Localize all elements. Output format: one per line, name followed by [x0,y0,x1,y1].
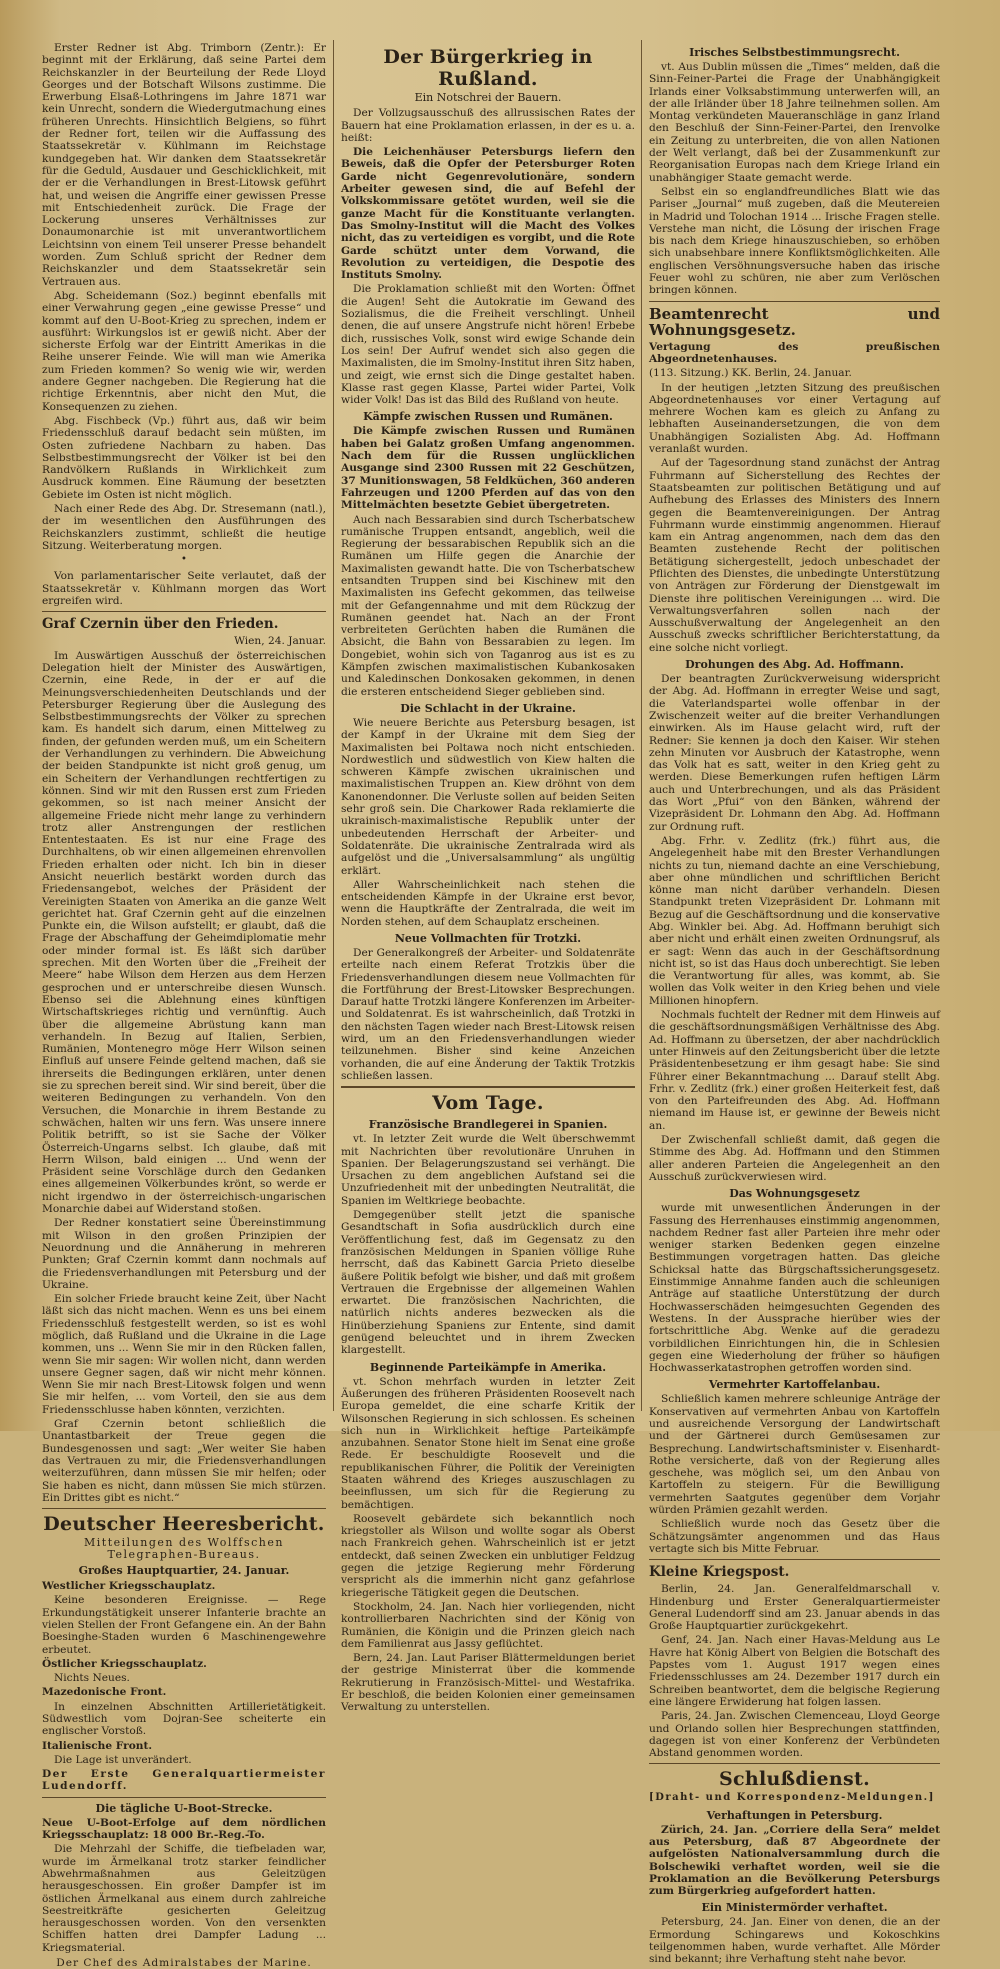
paragraph: Aller Wahrscheinlichkeit nach stehen die entscheidenden Kämpfe in der Ukraine erst bevor, wenn die Hauptkräfte der Zentralrada, die weit im Norden stehen, auf dem Schauplatz erscheinen. [341,878,635,928]
paragraph: Nichts Neues. [54,1672,130,1685]
section-heading: Französische Brandlegerei in Spanien. [368,1118,608,1132]
paragraph: Auch nach Bessarabien sind durch Tscherbatschew rumänische Truppen entsandt, angeblich, weil die Regierung der bessarabischen Republik sich an die Rumänen um Hilfe gegen die Anarchie der Maximalisten gewandt hatte. Die von Tscherbatschew entsandten Truppen sind bei Kischinew mit den Maximalisten ins Gefecht gekommen, das teilweise mit der Gefangennahme und mit dem Rückzug der Rumänen geendet hat. Nach an der Front verbreiteten Gerüchten haben die Rumänen die Absicht, die Bahn von Bessarabien zu legen. Im Dongebiet, wohin sich von Taganrog aus ist es zu Kämpfen zwischen maximalistischen Kubankosaken und Kaledinschen Donkosaken gekommen, in denen die ersteren entscheidend Sieger geblieben sind. [341,513,635,698]
separator: • [181,554,187,566]
paragraph: Der Redner konstatiert seine Übereinstimmung mit Wilson in den großen Prinzipien der Neuordnung und die Annäherung in mehreren Punkten; Graf Czernin kommt dann nochmals auf die Friedensverhandlungen mit Petersburg und der Ukraine. [42,1217,326,1291]
paragraph: Schließlich wurde noch das Gesetz über die Schätzungsämter angenommen und das Haus vertagte sich bis Mitte Februar. [649,1518,940,1555]
headline-schlussdienst: Schlußdienst. [719,1768,870,1791]
paragraph: Schließlich kamen mehrere schleunige Anträge der Konservativen auf vermehrten Anbau von Kartoffeln und ausreichende Versorgung der Landwirtschaft und der Gärtnerei durch Gemüsesamen zur Besprechung. Landwirtschaftsminister v. Eisenhardt-Rothe versicherte, daß von der Regierung alles geschehe, was möglich sei, um den Anbau von Kartoffeln zu steigern. Für die Bewilligung vermehrten Saatgutes gegenüber dem Vorjahr würden Prämien gezahlt werden. [649,1393,940,1517]
headline-buergerkrieg: Der Bürgerkrieg in Rußland. [383,46,593,90]
rule [649,301,940,302]
section-heading: Östlicher Kriegsschauplatz. [42,1657,207,1670]
column-left [42,42,326,1969]
subheadline: Ein Notschrei der Bauern. [414,91,562,104]
paragraph: Abg. Frhr. v. Zedlitz (frk.) führt aus, die Angelegenheit habe mit den Brester Verhandlungen nichts zu tun, niemand dachte an eine Verschiebung, aber ohne mündlichen und schriftlichen Bericht könne man nicht darüber verhandeln. Diesen Standpunkt treten Vizepräsident Dr. Lohmann mit Bezug auf die Geschäftsordnung und die konservative Abg. Winkler bei. Abg. Ad. Hoffmann beruhigt sich aber nicht und erhält einen zweiten Ordnungsruf, als er sagt: Wenn das auch in der Geschäftsordnung nicht ist, so ist das Haus doch unberechtigt. Sie leben die Verantwortung für alles, was kommt, ab. Sie wollen das Volk weiter in den Krieg behen und viele Millionen hinopfern. [649,834,940,1007]
dateline: Wien, 24. Januar. [234,635,326,648]
headline-heeresbericht: Deutscher Heeresbericht. [43,1513,325,1536]
section-heading: Drohungen des Abg. Ad. Hoffmann. [685,658,904,672]
paragraph: Im Auswärtigen Ausschuß der österreichischen Delegation hielt der Minister des Auswärtigen, Czernin, eine Rede, in der er auf die Meinungsverschiedenheiten Deutschlands und der Petersburger Regierung über die Auslegung des Selbstbestimmungsrechts der Völker zu sprechen kam. Es handelt sich darum, einen Mittelweg zu finden, der gefunden werden muß, um ein Scheitern der Verhandlungen zu verhindern. Die Abweichung der beiden Standpunkte ist nicht groß genug, um ein Scheitern der Verhandlungen rechtfertigen zu können. Sind wir mit den Russen erst zum Frieden gekommen, so ist nach meiner Ansicht der allgemeine Friede nicht mehr lange zu verhindern trotz aller Anstrengungen der restlichen Ententestaaten. Es ist nur eine Frage des Durchhaltens, ob wir einen allgemeinen ehrenvollen Frieden erhalten oder nicht. Ich bin in dieser Ansicht neuerlich bestärkt worden durch das Friedensangebot, welches der Präsident der Vereinigten Staaten von Amerika an die ganze Welt gerichtet hat. Graf Czernin geht auf die einzelnen Punkte ein, die Wilson aufstellt; er glaubt, daß die Frage der Abschaffung der Geheimdiplomatie mehr oder minder formal ist. Es läßt sich darüber sprechen. Mit den Worten über die „Freiheit der Meere“ habe Wilson dem Herzen aus dem Herzen gesprochen und er unterschreibe diesen Wunsch. Ebenso sei die Ablehnung eines künftigen Wirtschaftskrieges richtig und vernünftig. Auch über die allgemeine Abrüstung kann man verhandeln. In Bezug auf Italien, Serbien, Rumänien, Montenegro möge Herr Wilson seinen Einfluß auf unsere Feinde geltend machen, daß sie ihrerseits die Bedingungen erklären, unter denen sie zu sprechen bereit sind. Wir sind bereit, über die weiteren Bedingungen zu verhandeln. Von den Versuchen, die Monarchie in ihrem Bestande zu schwächen, halten wir uns fern. Was unsere innere Politik betrifft, so ist sie Sache der Völker Österreich-Ungarns selbst. Ich glaube, daß mit Herrn Wilson, bald einigen ... Und wenn der Präsident seine Vorschläge durch den Gedanken eines allgemeinen Völkerbundes krönt, so werde er nicht irgendwo in der österreichisch-ungarischen Monarchie dabei auf Widerstand stoßen. [42,649,326,1216]
rule [649,1559,940,1560]
headline-kleine-kriegspost: Kleine Kriegspost. [649,1564,790,1581]
paragraph: Keine besonderen Ereignisse. — Rege Erkundungstätigkeit unserer Infanterie brachte an vielen Stellen der Front Gefangene ein. An der Bahn Boesinghe-Staden wurden 6 Maschinengewehre erbeutet. [42,1594,326,1656]
paragraph: Selbst ein so englandfreundliches Blatt wie das Pariser „Journal“ muß zugeben, daß die Meutereien in Madrid und Tolochan 1914 ... Irische Fragen stelle. Verstehe man nicht, die Lösung der irischen Frage bis nach dem Kriege hinauszuschieben, so erhöben sich unabsehbare innere Konfliktsmöglichkeiten. Alle englischen Versöhnungsversuche haben das irische Feuer wohl zu schüren, nie aber zum Verlöschen bringen können. [649,185,940,297]
paragraph: Bern, 24. Jan. Laut Pariser Blättermeldungen beriet der gestrige Ministerrat über die kommende Rekrutierung in Französisch-Mittel- und Westafrika. Er beschloß, die beiden Kolonien einer gemeinsamen Verwaltung zu unterstellen. [341,1652,635,1714]
section-heading: Westlicher Kriegsschauplatz. [42,1580,216,1593]
paragraph: Der Vollzugsausschuß des allrussischen Rates der Bauern hat eine Proklamation erlassen, in der es u. a. heißt: [341,107,635,144]
paragraph: vt. Schon mehrfach wurden in letzter Zeit Äußerungen des früheren Präsidenten Roosevelt nach Europa gemeldet, die eine scharfe Kritik der Wilsonschen Regierung in sich schlossen. Es scheinen sich nun in Wirklichkeit heftige Parteikämpfe anzubahnen. Senator Stone hielt im Senat eine große Rede. Er beschuldigte Roosevelt und die republikanischen Führer, die Politik der Vereinigten Staaten während des Krieges auszuschlagen zu beeinflussen, um sich für die Regierung zu bemächtigen. [341,1375,635,1511]
rule [42,1508,326,1509]
paragraph: vt. Aus Dublin müssen die „Times“ melden, daß die Sinn-Feiner-Partei die Frage der Unabhängigkeit Irlands einer Volksabstimmung unterwerfen will, an der alle Irländer über 18 Jahre teilnehmen sollen. Am Montag verkündeten Maueranschläge in ganz Irland den Beschluß der Sinn-Feiner-Partei, den Irenvolke ein Zeitung zu unterbreiten, die von allen Nationen der Welt verlangt, daß bei der Zusammenkunft zur Reorganisation Europas nach dem Kriege Irland ein unabhängiger Staate gemacht werde. [649,61,940,184]
paragraph: In der heutigen „letzten Sitzung des preußischen Abgeordnetenhauses vor einer Vertagung auf mehrere Wochen kam es gleich zu Anfang zu lebhaften Auseinandersetzungen, die von dem Unabhängigen Sozialisten Abg. Ad. Hoffmann veranlaßt wurden. [649,381,940,456]
section-heading: Neue Vollmachten für Trotzki. [394,932,582,945]
paragraph: Auf der Tagesordnung stand zunächst der Antrag Fuhrmann auf Sicherstellung des Rechtes der Staatsbeamten zur politischen Betätigung und auf Aufhebung des Erlasses des Ministers des Innern gegen die Beamtenvereinigungen. Der Antrag Fuhrmann wurde einstimmig angenommen. Hierauf kam ein Antrag angenommen, nach dem das den Beamten zustehende Recht der politischen Betätigung sichergestellt, jedoch unbeschadet der Pflichten des Dienstes, die unbedingte Unterstützung von Anträgen zur Förderung der Dienstgewalt im Dienste ihre politischen Vereinigungen ... wird. Die Verwaltungsverfahren sollen nach der Ausschußverwaltung der Angelegenheit an den Ausschuß zwecks schriftlicher Berichterstattung, da eine solche nicht vorliegt. [649,457,940,654]
section-heading: Beginnende Parteikämpfe in Amerika. [369,1360,607,1374]
section-heading: Verhaftungen in Petersburg. [706,1808,883,1822]
paragraph: Demgegenüber stellt jetzt die spanische Gesandtschaft in Sofia ausdrücklich durch eine Veröffentlichung fest, daß im Gegensatz zu den französischen Meldungen in Spanien völlige Ruhe herrscht, daß das Kabinett Garcia Prieto dieselbe äußere Politik befolgt wie bisher, und daß mit großem Vertrauen die Ergebnisse der allgemeinen Wahlen erwartet. Die französischen Nachrichten, die natürlich nichts anderes bezwecken als die Hinüberziehung Spaniens zur Entente, sind damit genügend beleuchtet und in ihrem Zwecken klargestellt. [341,1209,635,1357]
headline-czernin: Graf Czernin über den Frieden. [42,616,279,633]
section-heading: Die Schlacht in der Ukraine. [400,701,576,715]
paragraph: Abg. Scheidemann (Soz.) beginnt ebenfalls mit einer Verwahrung gegen „eine gewisse Presse“ und kommt auf den U-Boot-Krieg zu sprechen, indem er ausführt: Wirkungslos ist er gewiß nicht. Aber der sicherste Erfolg war der Eintritt Amerikas in die Reihe unserer Feinde. Wie will man wie Amerika zum Frieden kommen? So wenig wie wir, werden andere Gegner nachgeben. Die Regierung hat die richtige Erkenntnis, aber nicht den Mut, die Konsequenzen zu ziehen. [42,289,326,413]
signature: Der Chef des Admiralstabes der Marine. [56,1957,312,1969]
paragraph: Die Mehrzahl der Schiffe, die tiefbeladen war, wurde im Ärmelkanal trotz starker feindlicher Abwehrmaßnahmen aus Geleitzügen herausgeschossen. Ein großer Dampfer ist im östlichen Ärmelkanal aus einem durch zahlreiche Seestreitkräfte gesicherten Geleitzug herausgeschossen worden. Von den versenkten Schiffen hatten drei Dampfer Ladung ... Kriegsmaterial. [42,1843,326,1954]
headline-beamtenrecht: Beamtenrecht und Wohnungsgesetz. [649,304,940,339]
section-heading: Ein Ministermörder verhaftet. [701,1901,888,1915]
paragraph: Die Leichenhäuser Petersburgs liefern den Beweis, daß die Opfer der Petersburger Roten Garde nicht Gegenrevolutionäre, sondern Arbeiter gewesen sind, die auf Befehl der Volkskommissare getötet wurden, weil sie die ganze Macht für die Konstituante verlangten. Das Smolny-Institut will die Macht des Volkes nicht, das zu verteidigen es vorgibt, und die Rote Garde schützt unter dem Vorwand, die Revolution zu verteidigen, die Despotie des Instituts Smolny. [341,146,635,282]
paragraph: Die Lage ist unverändert. [54,1753,192,1766]
paragraph: Erster Redner ist Abg. Trimborn (Zentr.): Er beginnt mit der Erklärung, daß seine Partei dem Reichskanzler in der Beurteilung der Rede Lloyd Georges und der Botschaft Wilsons zustimme. Die Erwerbung Elsaß-Lothringens im Jahre 1871 war kein Unrecht, sondern die Wiedergutmachung eines früheren Unrechts. Hinsichtlich Belgiens, so führt der Redner fort, teilen wir die Auffassung des Staatssekretär v. Kühlmann im Reichstage kundgegeben hat. Wir danken dem Staatssekretär für die Geduld, Ausdauer und Geschicklichkeit, mit der er die Verhandlungen in Brest-Litowsk geführt hat, und weisen die Angriffe einer gewissen Presse mit Entschiedenheit zurück. Die Frage der Lockerung unseres Verhältnisses zur Donaumonarchie ist mit unverantwortlichem Leichtsinn von einem Teil unserer Presse behandelt worden. Zum Schluß spricht der Redner dem Reichskanzler und dem Staatssekretär sein Vertrauen aus. [42,42,326,288]
subheadline: Neue U-Boot-Erfolge auf dem nördlichen Kriegsschauplatz: 18 000 Br.-Reg.-To. [42,1816,326,1842]
paragraph: Graf Czernin betont schließlich die Unantastbarkeit der Treue gegen die Bundesgenossen und sagt: „Wer weiter Sie haben das Vertrauen zu mir, die Friedensverhandlungen weiterzuführen, dann müssen Sie mir helfen; oder Sie haben es nicht, dann müssen Sie mich stürzen. Ein Drittes gibt es nicht.“ [42,1418,326,1504]
section-heading: Mazedonische Front. [42,1686,167,1699]
paragraph: Von parlamentarischer Seite verlautet, daß der Staatssekretär v. Kühlmann morgen das Wort ergreifen wird. [42,570,326,608]
section-heading: Das Wohnungsgesetz [729,1187,860,1201]
paragraph: Abg. Fischbeck (Vp.) führt aus, daß wir beim Friedensschluß darauf bedacht sein müßten, im Osten zufriedene Nachbarn zu haben. Das Selbstbestimmungsrecht der Völker ist bei den Randvölkern Rußlands in Wirklichkeit zum Ausdruck kommen. Eine Räumung der besetzten Gebiete im Osten ist nicht möglich. [42,414,326,501]
paragraph: vt. In letzter Zeit wurde die Welt überschwemmt mit Nachrichten über revolutionäre Unruhen in Spanien. Der Belagerungszustand sei verhängt. Die Ursachen zu dem angeblichen Aufstand sei die Unzufriedenheit mit der unbedingten Neutralität, die Spanien im Weltkriege beobachte. [341,1133,635,1207]
paragraph: Ein solcher Friede braucht keine Zeit, über Nacht läßt sich das nicht machen. Wenn es uns bei einem Friedensschluß festgestellt werden, so ist es wohl möglich, daß Rußland und die Ukraine in die Lage kommen, uns ... Wenn Sie mir in den Rücken fallen, wenn Sie mir sagen: Wir wollen nicht, dann werden unsere Gegner sagen, daß wir nicht mehr können. Wenn Sie mir nach Brest-Litowsk folgen und wenn Sie mir helfen, ... vom Vorteil, den sie aus dem Friedensschlusse haben könnten, verzichten. [42,1293,326,1416]
section-heading: Italienische Front. [42,1739,153,1752]
paragraph: Der Zwischenfall schließt damit, daß gegen die Stimme des Abg. Ad. Hoffmann und den Stimmen aller anderen Parteien die Angelegenheit an den Ausschuß zurückverwiesen wird. [649,1134,940,1183]
column-divider [641,40,642,1411]
column-divider [333,40,334,1411]
dateline: Großes Hauptquartier, 24. Januar. [78,1563,290,1577]
signature: Der Erste Generalquartiermeister Ludendorff. [42,1768,326,1793]
column-middle [341,42,636,1714]
paragraph: Wie neuere Berichte aus Petersburg besagen, ist der Kampf in der Ukraine mit dem Sieg der Maximalisten bei Poltawa noch nicht entschieden. Nordwestlich und südwestlich von Kiew halten die schweren Kämpfe zwischen ukrainischen und maximalistischen Truppen an. Kiew dröhnt von dem Kanonendonner. Die Verluste sollen auf beiden Seiten sehr groß sein. Die Charkower Rada reklamierte die ukrainisch-maximalistische Republik unter der unbedeutenden Herrschaft der Arbeiter- und Soldatenräte. Die ukrainische Zentralrada wird als aufgelöst und die „Universalsammlung“ als ungültig erklärt. [341,716,635,877]
rule [649,1763,940,1764]
column-right [649,42,940,1966]
subheadline: [Draht- und Korrespondenz-Meldungen.] [649,1792,935,1804]
paragraph: Roosevelt gebärdete sich bekanntlich noch kriegstoller als Wilson und wollte sogar als Oberst nach Frankreich gehen. Wahrscheinlich ist er jetzt entdeckt, daß seinen Zwecken ein unblutiger Feldzug gegen die jetzige Regierung mehr Förderung verspricht als die immerhin nicht ganz gefahrlose kriegerische Tätigkeit gegen die Deutschen. [341,1512,635,1599]
paragraph: Zürich, 24. Jan. „Corriere della Sera“ meldet aus Petersburg, daß 87 Abgeordnete der aufgelösten Nationalversammlung durch die Bolschewiki verhaftet worden, weil sie die Proklamation an die Bevölkerung Petersburgs zum Bürgerkrieg aufgefordert hatten. [649,1823,940,1898]
rule [42,611,326,612]
paragraph: Nach einer Rede des Abg. Dr. Stresemann (natl.), der im wesentlichen den Ausführungen des Reichskanzlers zustimmt, schließt die heutige Sitzung. Weiterberatung morgen. [42,502,326,552]
paragraph: Stockholm, 24. Jan. Nach hier vorliegenden, nicht kontrollierbaren Nachrichten sind der König von Rumänien, die Königin und die Prinzen gleich nach dem Familienrat aus Jassy geflüchtet. [341,1600,635,1650]
paragraph: Der Generalkongreß der Arbeiter- und Soldatenräte erteilte nach einem Referat Trotzkis über die Friedensverhandlungen diesem neue Vollmachten für die Fortführung der Brest-Litowsker Besprechungen. Darauf hatte Trotzki längere Konferenzen im Arbeiter- und Soldatenrat. Es ist wahrscheinlich, daß Trotzki in den nächsten Tagen wieder nach Brest-Litowsk reisen wird, um an den Friedensverhandlungen wieder teilzunehmen. Bisher sind keine Anzeichen vorhanden, die auf eine Änderung der Taktik Trotzkis schließen lassen. [341,947,635,1082]
subheadline: Vertagung des preußischen Abgeordnetenhauses. [649,340,940,365]
paragraph: Petersburg, 24. Jan. Einer von denen, die an der Ermordung Schingarews und Kokoschkins teilgenommen haben, wurde verhaftet. Alle Mörder sind bekannt; ihre Verhaftung steht nahe bevor. [649,1916,940,1966]
dateline: (113. Sitzung.) KK. Berlin, 24. Januar. [649,367,852,380]
section-heading: Vermehrter Kartoffelanbau. [708,1378,881,1392]
rule [341,1086,635,1088]
paragraph: In einzelnen Abschnitten Artillerietätigkeit. Südwestlich vom Dojran-See scheiterte ein englischer Vorstoß. [42,1700,326,1738]
section-heading: Kämpfe zwischen Russen und Rumänen. [363,410,613,424]
paragraph: Die Proklamation schließt mit den Worten: Öffnet die Augen! Seht die Autokratie im Gewand des Sozialismus, die die Freiheit verschlingt. Unheil denen, die auf unsere Angstrufe nicht hören! Erbebe dich, russisches Volk, sonst wird ewige Schande dein Los sein! Der Aufruf wendet sich also gegen die Maximalisten, die im Smolny-Institut ihren Sitz haben, und zeigt, wie ernst sich die Dinge gestaltet haben. Klasse rast gegen Klasse, Partei wider Partei, Volk wider Volk! Das ist das Bild des Rußland von heute. [341,283,636,407]
paragraph: Genf, 24. Jan. Nach einer Havas-Meldung aus Le Havre hat König Albert von Belgien die Botschaft des Papstes vom 1. August 1917 wegen eines Friedensschlusses am 24. Dezember 1917 durch ein Schreiben beantwortet, dem die belgische Regierung eine längere Erwiderung hat folgen lassen. [649,1634,940,1708]
paragraph: Der beantragten Zurückverweisung widerspricht der Abg. Ad. Hoffmann in erregter Weise und sagt, die Vaterlandspartei wolle offenbar in der Zwischenzeit weiter auf die breiter Verhandlungen einwirken. Als im Hause gelacht wird, ruft der Redner: Sie kennen ja doch den Kaiser. Wir stehen zehn Minuten vor Ausbruch der Katastrophe, wenn das Volk hat es satt, weiter in den Krieg geht zu werden. Diese Bemerkungen rufen heftigen Lärm auch und Unterbrechungen, und als das Präsident das Wort „Pfui“ von den Bänken, während der Vizepräsident Dr. Lohmann den Abg. Ad. Hoffmann zur Ordnung ruft. [649,673,940,833]
paragraph: Die Kämpfe zwischen Russen und Rumänen haben bei Galatz großen Umfang angenommen. Nach dem für die Russen unglücklichen Ausgange sind 2300 Russen mit 22 Geschützen, 37 Munitionswagen, 58 Feldküchen, 360 anderen Fahrzeugen und 1200 Pferden auf das von den Mittelmächten besetzte Gebiet übergetreten. [341,425,635,512]
section-heading: Irisches Selbstbestimmungsrecht. [689,46,900,59]
paragraph: Berlin, 24. Jan. Generalfeldmarschall v. Hindenburg und Erster Generalquartiermeister General Ludendorff sind am 23. Januar abends in das Große Hauptquartier zurückgekehrt. [649,1583,940,1633]
paragraph: wurde mit unwesentlichen Änderungen in der Fassung des Herrenhauses einstimmig angenommen, nachdem Redner fast aller Parteien ihre mehr oder weniger starken Bedenken gegen einzelne Bestimmungen vorgetragen hatten. Das gleiche Schicksal hatte das Bürgschaftssicherungsgesetz. Einstimmige Annahme fanden auch die schleunigen Anträge auf staatliche Unterstützung der durch Hochwasserschäden heimgesuchten Gegenden des Westens. In der Aussprache hierüber wies der fortschrittliche Abg. Wenke auf die geradezu vorbildlichen Einrichtungen hin, die in Schlesien gegen eine Wiederholung der früher so häufigen Hochwasserkatastrophen getroffen worden sind. [649,1202,940,1375]
paragraph: Paris, 24. Jan. Zwischen Clemenceau, Lloyd George und Orlando sollen hier Besprechungen stattfinden, dagegen ist von einer Konferenz der Verbündeten Abstand genommen worden. [649,1710,940,1760]
headline-uboot: Die tägliche U-Boot-Strecke. [95,1801,273,1815]
subheadline: Mitteilungen des Wolffschen Telegraphen-Bureaus. [84,1536,284,1562]
rule [42,1797,326,1798]
paragraph: Nochmals fuchtelt der Redner mit dem Hinweis auf die geschäftsordnungsmäßigen Verhältnisse des Abg. Ad. Hoffmann zu übersetzen, der aber nachdrücklich unter Hinweis auf den Zeitungsbericht über die letzte Präsidentenbesetzung er ihm gesagt habe: Sie sind Führer einer Bekanntmachung ... Darauf stellt Abg. Frhr. v. Zedlitz (frk.) einer großen Heiterkeit fest, daß von den Parteifreunden des Abg. Ad. Hoffmann niemand im Hause ist, er gewinne der Beweis nicht an. [649,1009,940,1132]
headline-vom-tage: Vom Tage. [432,1092,544,1115]
